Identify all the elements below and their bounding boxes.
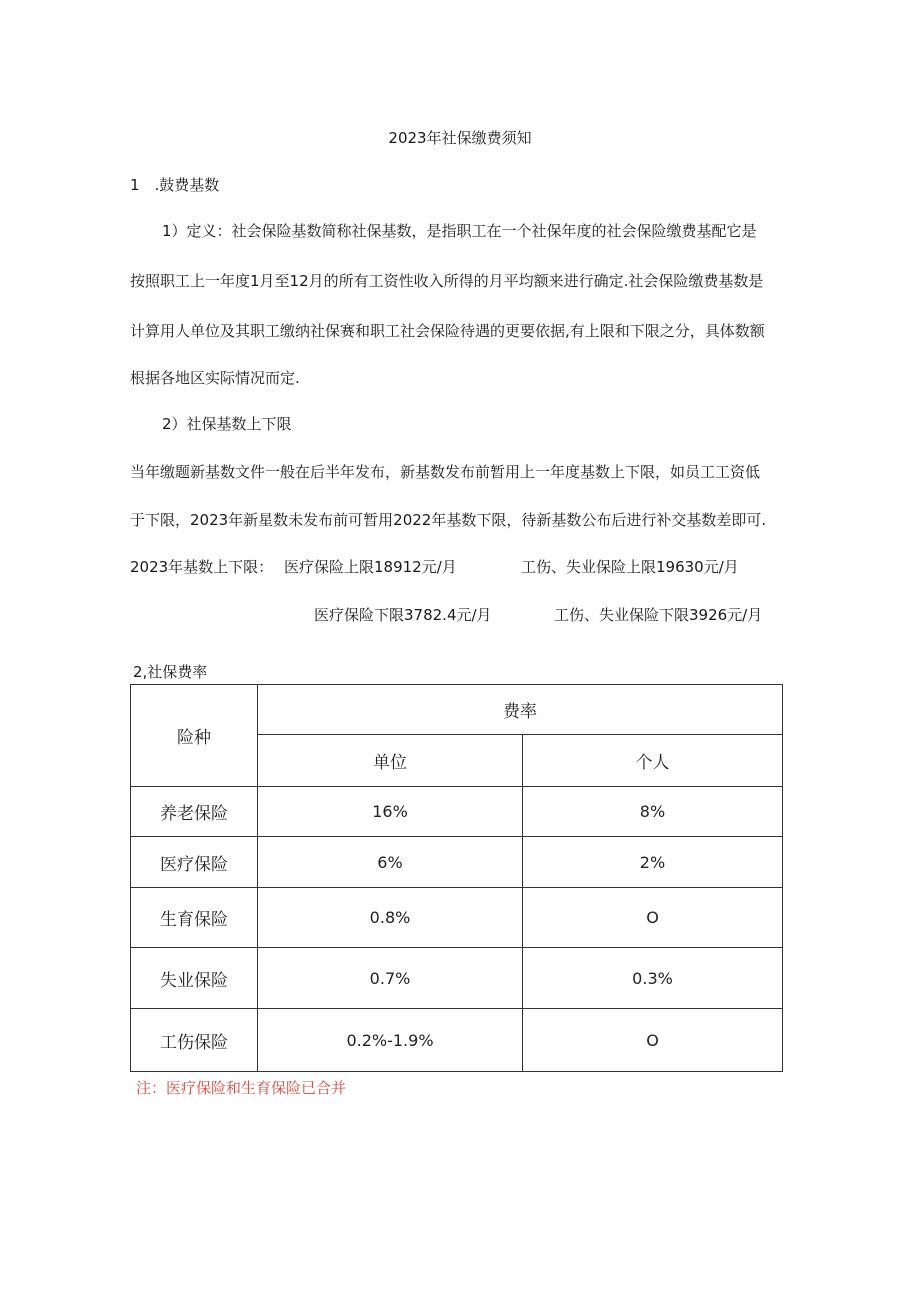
header-insurance-type: 险种 [131,685,258,787]
limits-paragraph-line-1: 当年缴题新基数文件一般在后半年发布，新基数发布前暂用上一年度基数上下限，如员工工资低 [130,463,761,481]
medical-upper-limit: 医疗保险上限18912元/月 [284,558,457,576]
table-row [131,888,783,948]
employer-rate: 0.7% [258,948,523,1009]
employer-rate: 6% [258,837,523,888]
employer-rate: 16% [258,787,523,837]
medical-lower-limit: 医疗保险下限3782.4元/月 [314,606,492,624]
insurance-name: 工伤保险 [131,1009,258,1072]
section2-heading: 2,社保费率 [133,663,208,681]
definition-paragraph-line-4: 根据各地区实际情况而定. [130,369,300,387]
individual-rate: O [523,1009,783,1072]
insurance-name: 失业保险 [131,948,258,1009]
individual-rate: 0.3% [523,948,783,1009]
table-row [131,837,783,888]
limits-label: 2023年基数上下限： [130,558,274,576]
injury-unemployment-upper-limit: 工伤、失业保险上限19630元/月 [521,558,739,576]
individual-rate: 2% [523,837,783,888]
individual-rate: 8% [523,787,783,837]
definition-paragraph-first-line: 1）定义：社会保险基数简称社保基数，是指职工在一个社保年度的社会保险缴费基配它是 [162,222,757,240]
definition-paragraph-line-3: 计算用人单位及其职工缴纳社保赛和职工社会保险待遇的更要依据,有上限和下限之分，具体数额 [130,322,765,340]
employer-rate: 0.2%-1.9% [258,1009,523,1072]
insurance-name: 养老保险 [131,787,258,837]
employer-rate: 0.8% [258,888,523,948]
table-row [131,787,783,837]
header-employer: 单位 [258,735,523,787]
table-header-row [131,685,783,735]
insurance-name: 医疗保险 [131,837,258,888]
individual-rate: O [523,888,783,948]
page-title: 2023年社保缴费须知 [388,129,532,147]
table-row [131,948,783,1009]
header-rate: 费率 [258,685,783,735]
header-individual: 个人 [523,735,783,787]
insurance-name: 生育保险 [131,888,258,948]
definition-paragraph-line-2: 按照职工上一年度1月至12月的所有工资性收入所得的月平均额来进行确定.社会保险缴费基数是 [130,272,764,290]
rates-table [130,684,783,1072]
limits-paragraph-line-2: 于下限，2023年新星数未发布前可暂用2022年基数下限，待新基数公布后进行补交基数差即可. [130,511,767,529]
limits-subheading: 2）社保基数上下限 [162,415,292,433]
section1-heading: 1 .鼓费基数 [130,176,220,194]
table-footnote: 注：医疗保险和生育保险已合并 [136,1079,347,1097]
table-row [131,1009,783,1072]
injury-unemployment-lower-limit: 工伤、失业保险下限3926元/月 [554,606,763,624]
